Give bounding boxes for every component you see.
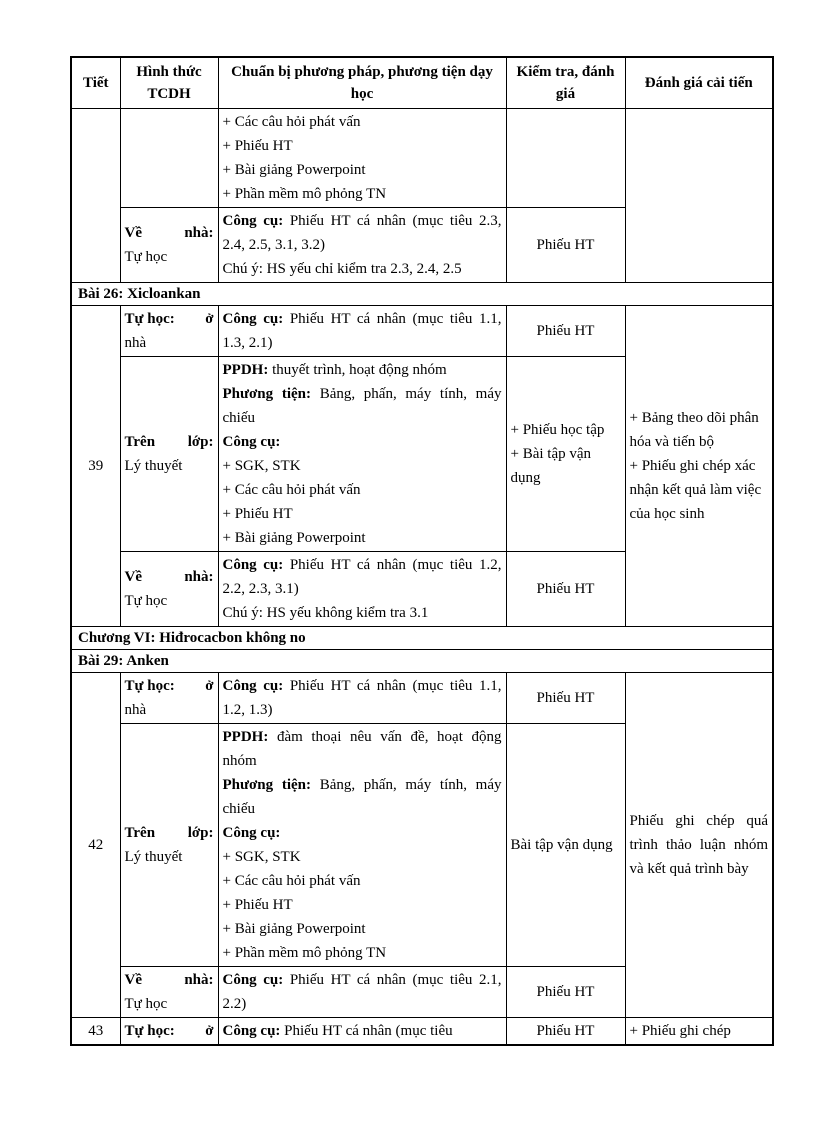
tool-label: Công cụ: (222, 972, 284, 988)
check-cell: Phiếu HT (506, 552, 625, 627)
check-item: + Bài tập vận dụng (510, 446, 592, 486)
prep-cell (218, 1018, 506, 1046)
tool-text: Phiếu HT cá nhân (mục tiêu 2.3, 2.4, 2.5, 3.1, 3.2) (222, 213, 502, 253)
table-row (71, 109, 773, 208)
form-text: Lý thuyết (124, 849, 183, 865)
form-label: lớp: (187, 825, 214, 841)
document-page (70, 56, 772, 1046)
form-cell (120, 208, 218, 283)
tool-text: Phiếu HT cá nhân (mục tiêu 1.1, 1.2, 1.3) (222, 678, 502, 718)
phuong-tien-label: Phương tiện: (222, 386, 311, 402)
tool-text: Phiếu HT cá nhân (mục tiêu 1.1, 1.3, 2.1) (222, 311, 502, 351)
tiet-cell: 39 (71, 306, 120, 627)
table-header-row (71, 57, 773, 109)
section-row (71, 283, 773, 306)
form-label: Trên (124, 434, 156, 450)
prep-cell (218, 724, 506, 967)
section-title: Bài 29: Anken (71, 650, 773, 673)
form-label: Về (124, 972, 142, 988)
form-text: nhà (124, 335, 147, 351)
form-text: Tự học (124, 593, 168, 609)
form-text: nhà (124, 702, 147, 718)
tool-label: Công cụ: (222, 1023, 281, 1039)
tiet-cell (71, 109, 120, 283)
prep-cell (218, 673, 506, 724)
check-cell: Bài tập vận dụng (506, 724, 625, 967)
form-label: nhà: (184, 972, 214, 988)
header-chuan-bi: Chuẩn bị phương pháp, phương tiện dạy học (218, 57, 506, 109)
section-row (71, 650, 773, 673)
prep-cell (218, 306, 506, 357)
header-hinh-thuc: Hình thức TCDH (120, 57, 218, 109)
form-cell (120, 552, 218, 627)
tool-text: Phiếu HT cá nhân (mục tiêu (280, 1023, 453, 1039)
list-item: + Các câu hỏi phát vấn (222, 482, 361, 498)
list-item: + Phiếu HT (222, 506, 293, 522)
prep-cell (218, 109, 506, 208)
form-cell (120, 1018, 218, 1046)
prep-cell (218, 208, 506, 283)
phuong-tien-text: Bảng, phấn, máy tính, máy chiếu (222, 386, 502, 426)
form-label: nhà: (184, 569, 214, 585)
note-text: Chú ý: HS yếu chỉ kiểm tra 2.3, 2.4, 2.5 (222, 261, 462, 277)
header-kiem-tra: Kiểm tra, đánh giá (506, 57, 625, 109)
ppdh-label: PPDH: (222, 362, 269, 378)
eval-cell (625, 306, 773, 627)
eval-cell (625, 109, 773, 283)
check-cell: Phiếu HT (506, 208, 625, 283)
tool-text: Phiếu HT cá nhân (mục tiêu 2.1, 2.2) (222, 972, 502, 1012)
note-text: Chú ý: HS yếu không kiểm tra 3.1 (222, 605, 429, 621)
form-cell (120, 306, 218, 357)
tool-label: Công cụ: (222, 678, 284, 694)
prep-cell (218, 552, 506, 627)
eval-cell: + Phiếu ghi chép (625, 1018, 773, 1046)
tool-label: Công cụ: (222, 213, 284, 229)
form-cell (120, 724, 218, 967)
eval-item: + Bảng theo dõi phân hóa và tiến bộ (629, 410, 759, 450)
form-label: Về (124, 225, 142, 241)
tool-text: Phiếu HT cá nhân (mục tiêu 1.2, 2.2, 2.3, 3.1) (222, 557, 502, 597)
form-text: Tự học (124, 996, 168, 1012)
cong-cu-label: Công cụ: (222, 434, 281, 450)
ppdh-text: đàm thoại nêu vấn đề, hoạt động nhóm (222, 729, 502, 769)
form-label: Về (124, 569, 142, 585)
section-title: Bài 26: Xicloankan (71, 283, 773, 306)
check-cell: Phiếu HT (506, 967, 625, 1018)
list-item: + Bài giảng Powerpoint (222, 530, 366, 546)
list-item: + Phần mềm mô phỏng TN (222, 945, 387, 961)
form-label: Trên (124, 825, 156, 841)
check-cell: Phiếu HT (506, 1018, 625, 1046)
header-tiet: Tiết (71, 57, 120, 109)
list-item: + Bài giảng Powerpoint (222, 162, 366, 178)
list-item: + Bài giảng Powerpoint (222, 921, 366, 937)
form-cell (120, 109, 218, 208)
form-label: ở (205, 1023, 214, 1039)
chapter-title: Chương VI: Hiđrocacbon không no (71, 627, 773, 650)
list-item: + SGK, STK (222, 849, 301, 865)
form-cell (120, 357, 218, 552)
table-row (71, 1018, 773, 1046)
form-label: Tự học: (124, 311, 175, 327)
list-item: + Phiếu HT (222, 138, 293, 154)
prep-cell (218, 357, 506, 552)
lesson-plan-table (70, 56, 774, 1046)
form-label: lớp: (187, 434, 214, 450)
check-cell (506, 109, 625, 208)
cong-cu-label: Công cụ: (222, 825, 281, 841)
list-item: + Các câu hỏi phát vấn (222, 873, 361, 889)
check-cell (506, 357, 625, 552)
form-cell (120, 673, 218, 724)
check-item: + Phiếu học tập (510, 422, 605, 438)
phuong-tien-label: Phương tiện: (222, 777, 311, 793)
check-cell: Phiếu HT (506, 673, 625, 724)
list-item: + Phần mềm mô phỏng TN (222, 186, 387, 202)
form-label: Tự học: (124, 678, 175, 694)
table-row (71, 673, 773, 724)
form-label: Tự học: (124, 1023, 175, 1039)
check-cell: Phiếu HT (506, 306, 625, 357)
form-label: nhà: (184, 225, 214, 241)
tool-label: Công cụ: (222, 311, 284, 327)
ppdh-label: PPDH: (222, 729, 269, 745)
form-cell (120, 967, 218, 1018)
form-label: ở (205, 311, 214, 327)
form-text: Lý thuyết (124, 458, 183, 474)
section-row (71, 627, 773, 650)
eval-item: + Phiếu ghi chép xác nhận kết quả làm việc của học sinh (629, 458, 762, 522)
tiet-cell: 43 (71, 1018, 120, 1046)
list-item: + Các câu hỏi phát vấn (222, 114, 361, 130)
form-text: Tự học (124, 249, 168, 265)
form-label: ở (205, 678, 214, 694)
phuong-tien-text: Bảng, phấn, máy tính, máy chiếu (222, 777, 502, 817)
prep-cell (218, 967, 506, 1018)
tool-label: Công cụ: (222, 557, 284, 573)
table-row (71, 306, 773, 357)
eval-cell: Phiếu ghi chép quá trình thảo luận nhóm và kết quả trình bày (625, 673, 773, 1018)
list-item: + SGK, STK (222, 458, 301, 474)
ppdh-text: thuyết trình, hoạt động nhóm (268, 362, 447, 378)
list-item: + Phiếu HT (222, 897, 293, 913)
header-danh-gia: Đánh giá cải tiến (625, 57, 773, 109)
tiet-cell: 42 (71, 673, 120, 1018)
